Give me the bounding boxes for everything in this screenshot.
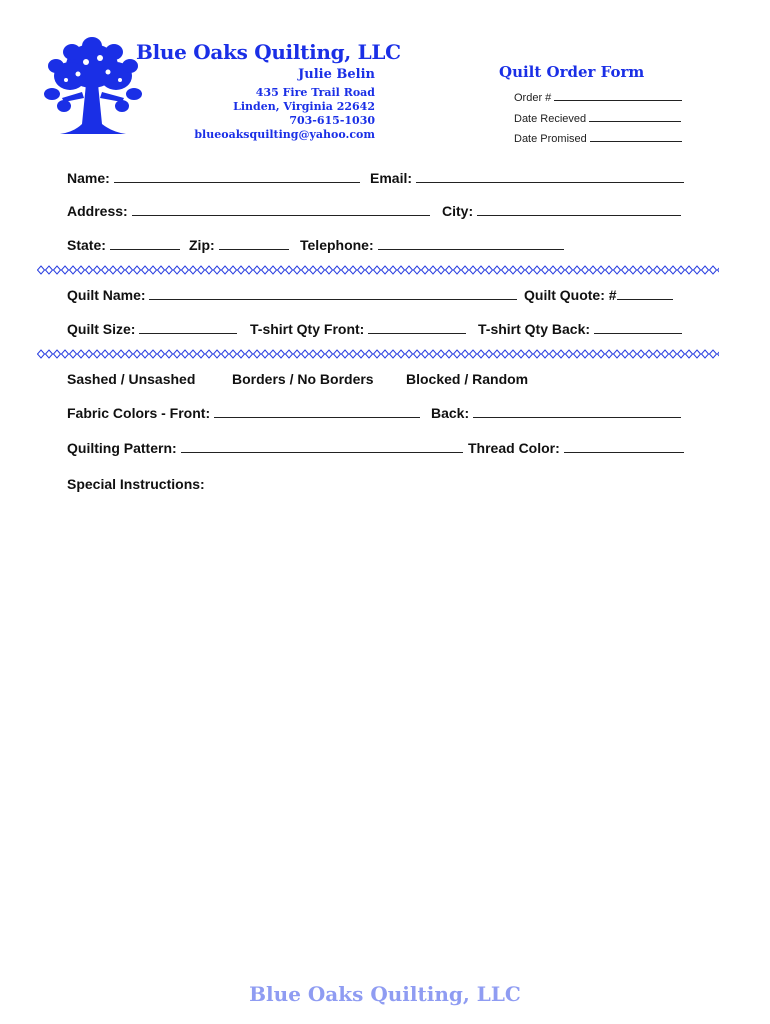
- telephone-field[interactable]: [300, 237, 564, 253]
- quilt-name-line[interactable]: [149, 287, 517, 300]
- address-line[interactable]: [132, 203, 430, 216]
- company-name: Blue Oaks Quilting, LLC: [136, 40, 401, 64]
- quilt-size-label: Quilt Size:: [67, 321, 136, 337]
- diamond-divider: [37, 349, 719, 359]
- special-instructions-area[interactable]: [67, 500, 685, 960]
- thread-color-label: Thread Color:: [468, 440, 560, 456]
- tshirt-back-line[interactable]: [594, 321, 682, 334]
- email-line[interactable]: [416, 170, 684, 183]
- quilting-pattern-line[interactable]: [181, 440, 463, 453]
- zip-line[interactable]: [219, 237, 289, 250]
- thread-color-line[interactable]: [564, 440, 684, 453]
- quilt-name-label: Quilt Name:: [67, 287, 146, 303]
- date-received-label: Date Recieved: [514, 113, 587, 125]
- city-label: City:: [442, 203, 474, 219]
- quilt-quote-label: Quilt Quote: #: [524, 287, 617, 303]
- quilt-name-field[interactable]: [67, 287, 517, 303]
- blocked-option[interactable]: Blocked / Random: [406, 371, 529, 387]
- date-promised-line[interactable]: [590, 129, 682, 142]
- tshirt-back-label: T-shirt Qty Back:: [478, 321, 591, 337]
- date-promised-label: Date Promised: [514, 133, 587, 145]
- zip-field[interactable]: [189, 237, 289, 253]
- name-line[interactable]: [114, 170, 360, 183]
- street-address: 435 Fire Trail Road: [255, 86, 375, 99]
- zip-label: Zip:: [189, 237, 215, 253]
- tshirt-back-field[interactable]: [478, 321, 682, 337]
- date-received-field[interactable]: [514, 109, 681, 125]
- sashed-option[interactable]: Sashed / Unsashed: [67, 371, 196, 387]
- diamond-divider: [37, 265, 719, 275]
- phone-number: 703-615-1030: [289, 114, 375, 127]
- email-label: Email:: [370, 170, 413, 186]
- quilting-pattern-label: Quilting Pattern:: [67, 440, 177, 456]
- email-field[interactable]: [370, 170, 684, 186]
- form-title: Quilt Order Form: [499, 63, 645, 81]
- owner-name: Julie Belin: [298, 67, 375, 82]
- fabric-front-line[interactable]: [214, 405, 420, 418]
- city-state: Linden, Virginia 22642: [233, 100, 375, 113]
- city-line[interactable]: [477, 203, 681, 216]
- oak-tree-icon: [42, 36, 144, 140]
- order-number-field[interactable]: [514, 88, 682, 104]
- tshirt-front-field[interactable]: [250, 321, 466, 337]
- fabric-back-line[interactable]: [473, 405, 681, 418]
- order-number-label: Order #: [514, 92, 552, 104]
- quilt-quote-field[interactable]: [524, 287, 673, 303]
- fabric-front-field[interactable]: [67, 405, 420, 421]
- telephone-line[interactable]: [378, 237, 564, 250]
- telephone-label: Telephone:: [300, 237, 374, 253]
- name-label: Name:: [67, 170, 110, 186]
- address-field[interactable]: [67, 203, 430, 219]
- quilt-size-field[interactable]: [67, 321, 237, 337]
- state-line[interactable]: [110, 237, 180, 250]
- email-address: blueoaksquilting@yahoo.com: [194, 128, 375, 141]
- address-label: Address:: [67, 203, 128, 219]
- tshirt-front-label: T-shirt Qty Front:: [250, 321, 365, 337]
- state-field[interactable]: [67, 237, 180, 253]
- order-number-line[interactable]: [554, 88, 682, 101]
- city-field[interactable]: [442, 203, 681, 219]
- borders-option[interactable]: Borders / No Borders: [232, 371, 374, 387]
- quilt-size-line[interactable]: [139, 321, 237, 334]
- date-received-line[interactable]: [589, 109, 681, 122]
- thread-color-field[interactable]: [468, 440, 684, 456]
- footer-company-name: Blue Oaks Quilting, LLC: [249, 982, 521, 1006]
- fabric-back-field[interactable]: [431, 405, 681, 421]
- state-label: State:: [67, 237, 106, 253]
- name-field[interactable]: [67, 170, 360, 186]
- tshirt-front-line[interactable]: [368, 321, 466, 334]
- quilt-quote-line[interactable]: [617, 287, 673, 300]
- quilting-pattern-field[interactable]: [67, 440, 463, 456]
- fabric-back-label: Back:: [431, 405, 470, 421]
- date-promised-field[interactable]: [514, 129, 682, 145]
- fabric-front-label: Fabric Colors - Front:: [67, 405, 211, 421]
- special-instructions-label: Special Instructions:: [67, 476, 205, 492]
